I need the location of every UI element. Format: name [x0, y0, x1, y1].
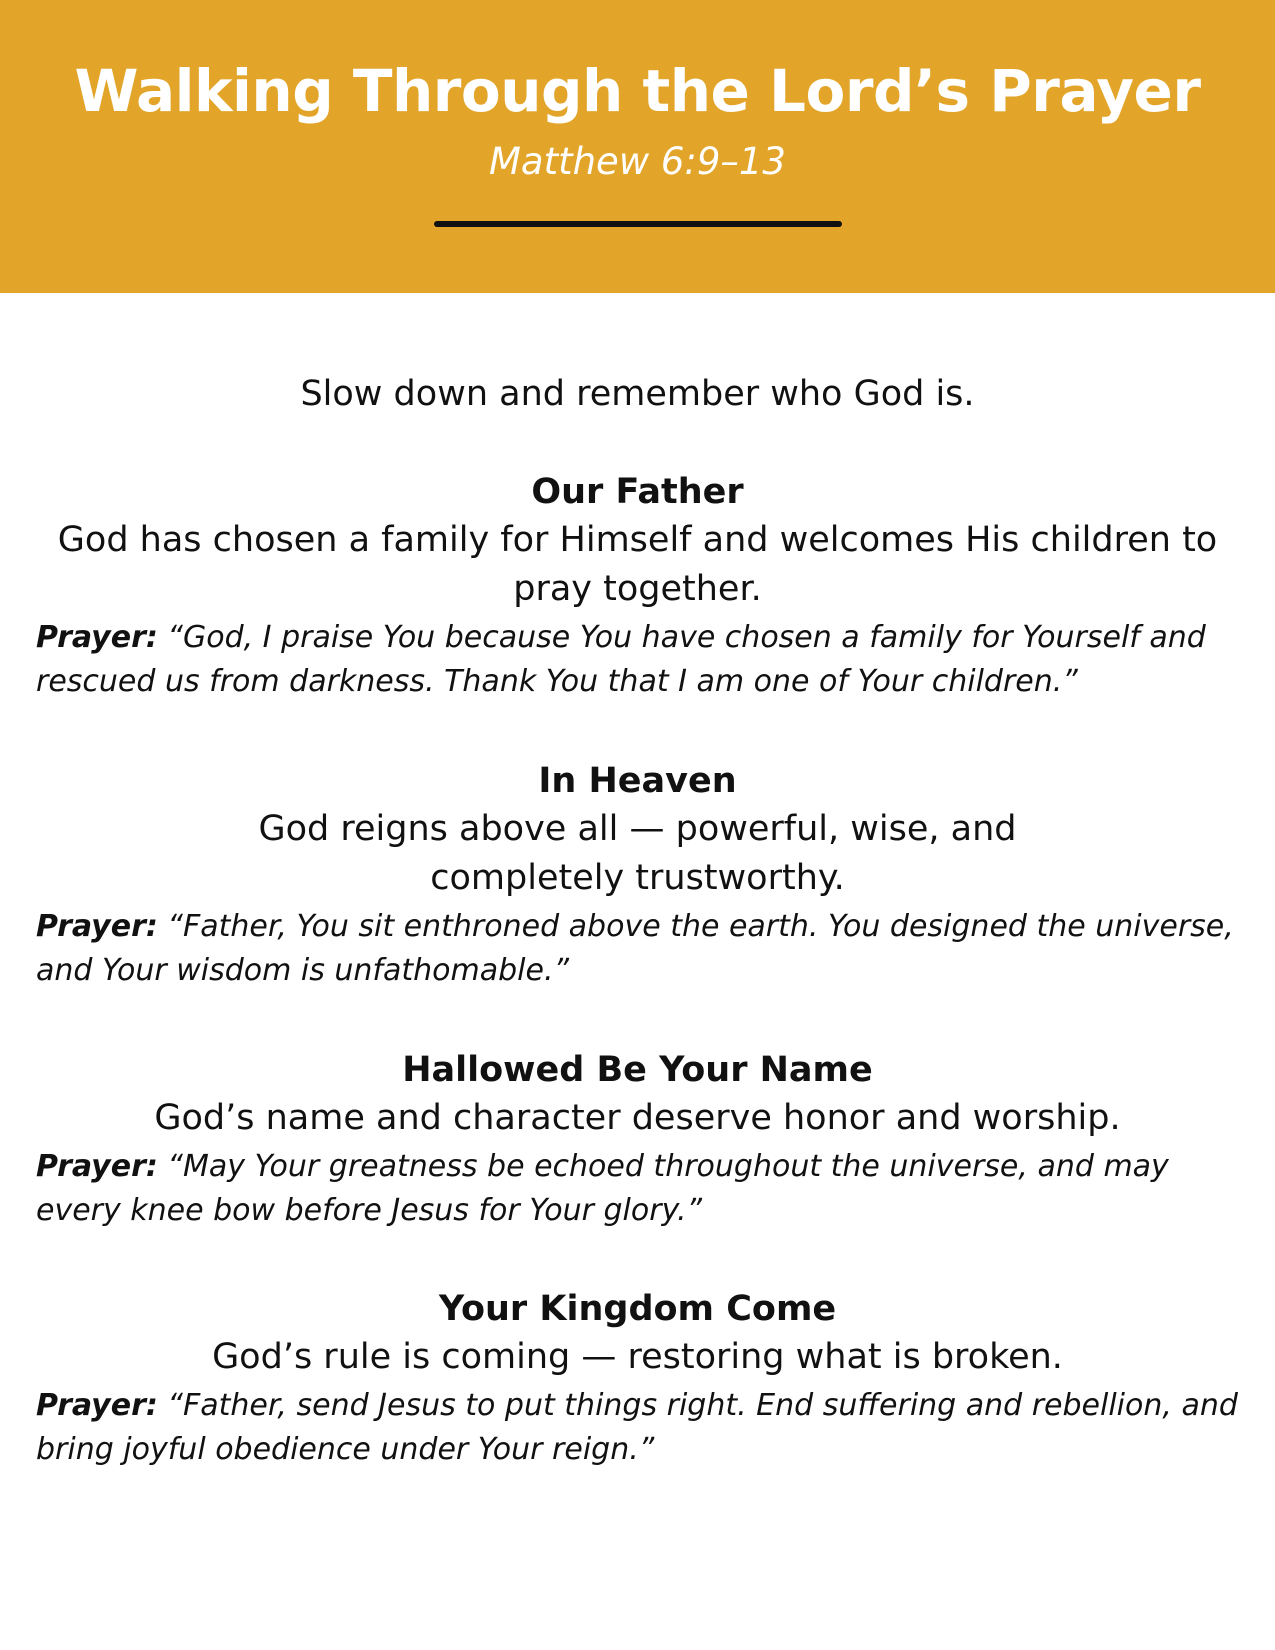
prayer-text: “Father, You sit enthroned above the earth. You designed the universe, and Your wisdom is unfathomable.”: [36, 909, 1234, 988]
section-prayer: [36, 1145, 1245, 1233]
section-description: God has chosen a family for Himself and welcomes His children to pray together.: [57, 520, 1218, 609]
section-heading: Hallowed Be Your Name: [402, 1050, 873, 1090]
header-banner: [0, 0, 1275, 293]
section-heading: Our Father: [531, 472, 744, 512]
prayer-text: “Father, send Jesus to put things right. End suffering and rebellion, and bring joyful obedience under Your reign.”: [36, 1388, 1238, 1467]
prayer-label: Prayer:: [36, 1388, 158, 1423]
section-prayer: [36, 905, 1245, 993]
section-description: God’s rule is coming — restoring what is broken.: [212, 1337, 1063, 1377]
prayer-label: Prayer:: [36, 1149, 158, 1184]
prayer-text: “God, I praise You because You have chosen a family for Yourself and rescued us from darkness. Thank You that I am one of Your children.”: [36, 620, 1206, 699]
intro-text: Slow down and remember who God is.: [300, 374, 975, 414]
section-prayer: [36, 1384, 1245, 1472]
section-in-heaven: [30, 757, 1245, 993]
section-heading: In Heaven: [538, 761, 737, 801]
section-description: God’s name and character deserve honor and worship.: [154, 1098, 1121, 1138]
header-divider: [434, 221, 842, 227]
scripture-reference: Matthew 6:9–13: [489, 140, 786, 183]
section-our-father: [30, 468, 1245, 704]
section-your-kingdom-come: [30, 1285, 1245, 1472]
prayer-label: Prayer:: [36, 620, 158, 655]
section-prayer: [36, 616, 1245, 704]
section-description: God reigns above all — powerful, wise, and completely trustworthy.: [258, 809, 1017, 898]
prayer-label: Prayer:: [36, 909, 158, 944]
page-title: Walking Through the Lord’s Prayer: [74, 57, 1201, 125]
section-hallowed-be-your-name: [30, 1046, 1245, 1233]
prayer-text: “May Your greatness be echoed throughout the universe, and may every knee bow before Jesus for Your glory.”: [36, 1149, 1169, 1228]
section-heading: Your Kingdom Come: [438, 1289, 837, 1329]
